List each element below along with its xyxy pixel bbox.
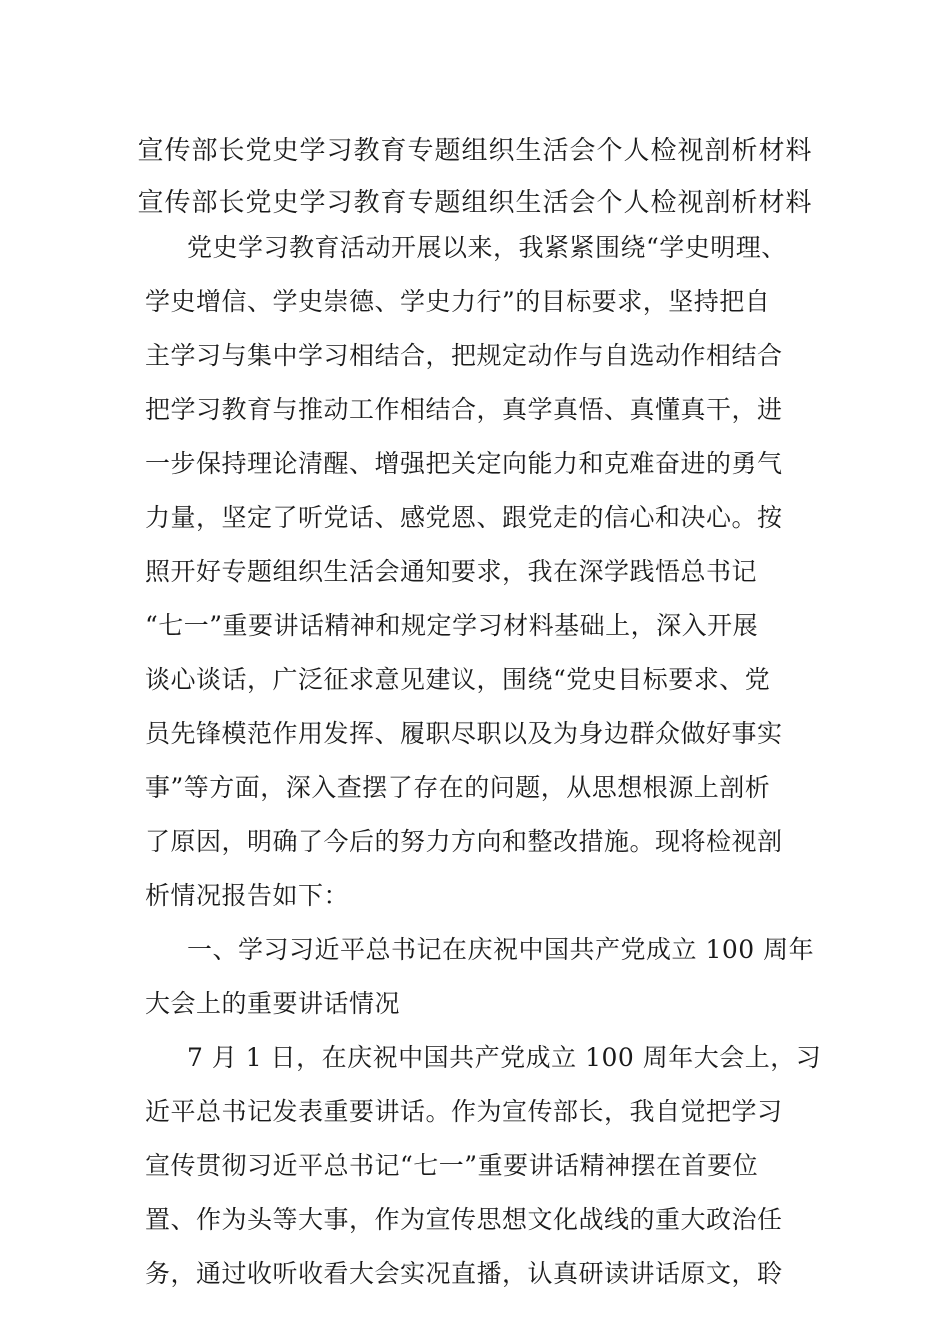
text-line: “七一”重要讲话精神和规定学习材料基础上，深入开展: [145, 611, 759, 640]
paragraph-section-1: [145, 1031, 822, 1301]
text-line: 析情况报告如下：: [145, 881, 350, 910]
document-title-repeat: 宣传部长党史学习教育专题组织生活会个人检视剖析材料: [137, 188, 813, 218]
section-heading-1: [145, 923, 815, 1031]
document-title: 宣传部长党史学习教育专题组织生活会个人检视剖析材料: [137, 136, 813, 166]
text-line: 员先锋模范作用发挥、履职尽职以及为身边群众做好事实: [145, 719, 783, 748]
text-line: 近平总书记发表重要讲话。作为宣传部长，我自觉把学习: [145, 1097, 783, 1126]
text-line: 一步保持理论清醒、增强把关定向能力和克难奋进的勇气: [145, 449, 783, 478]
text-line: 照开好专题组织生活会通知要求，我在深学践悟总书记: [145, 557, 758, 586]
heading-line: 大会上的重要讲话情况: [145, 989, 401, 1018]
text-line: 务，通过收听收看大会实况直播，认真研读讲话原文，聆: [145, 1259, 783, 1288]
text-line: 宣传贯彻习近平总书记“七一”重要讲话精神摆在首要位: [145, 1151, 759, 1180]
heading-line: 一、学习习近平总书记在庆祝中国共产党成立 100 周年: [187, 935, 815, 964]
paragraph-intro: [145, 221, 805, 923]
text-line: 7 月 1 日，在庆祝中国共产党成立 100 周年大会上，习: [187, 1043, 822, 1072]
text-line: 事”等方面，深入查摆了存在的问题，从思想根源上剖析: [145, 773, 771, 802]
text-line: 学史增信、学史崇德、学史力行”的目标要求，坚持把自: [145, 287, 771, 316]
text-line: 置、作为头等大事，作为宣传思想文化战线的重大政治任: [145, 1205, 783, 1234]
text-line: 主学习与集中学习相结合，把规定动作与自选动作相结合: [145, 341, 783, 370]
document-body: [145, 221, 822, 1301]
text-line: 谈心谈话，广泛征求意见建议，围绕“党史目标要求、党: [145, 665, 771, 694]
text-line: 力量，坚定了听党话、感党恩、跟党走的信心和决心。按: [145, 503, 783, 532]
text-line: 党史学习教育活动开展以来，我紧紧围绕“学史明理、: [187, 233, 787, 262]
text-line: 了原因，明确了今后的努力方向和整改措施。现将检视剖: [145, 827, 783, 856]
text-line: 把学习教育与推动工作相结合，真学真悟、真懂真干，进: [145, 395, 783, 424]
